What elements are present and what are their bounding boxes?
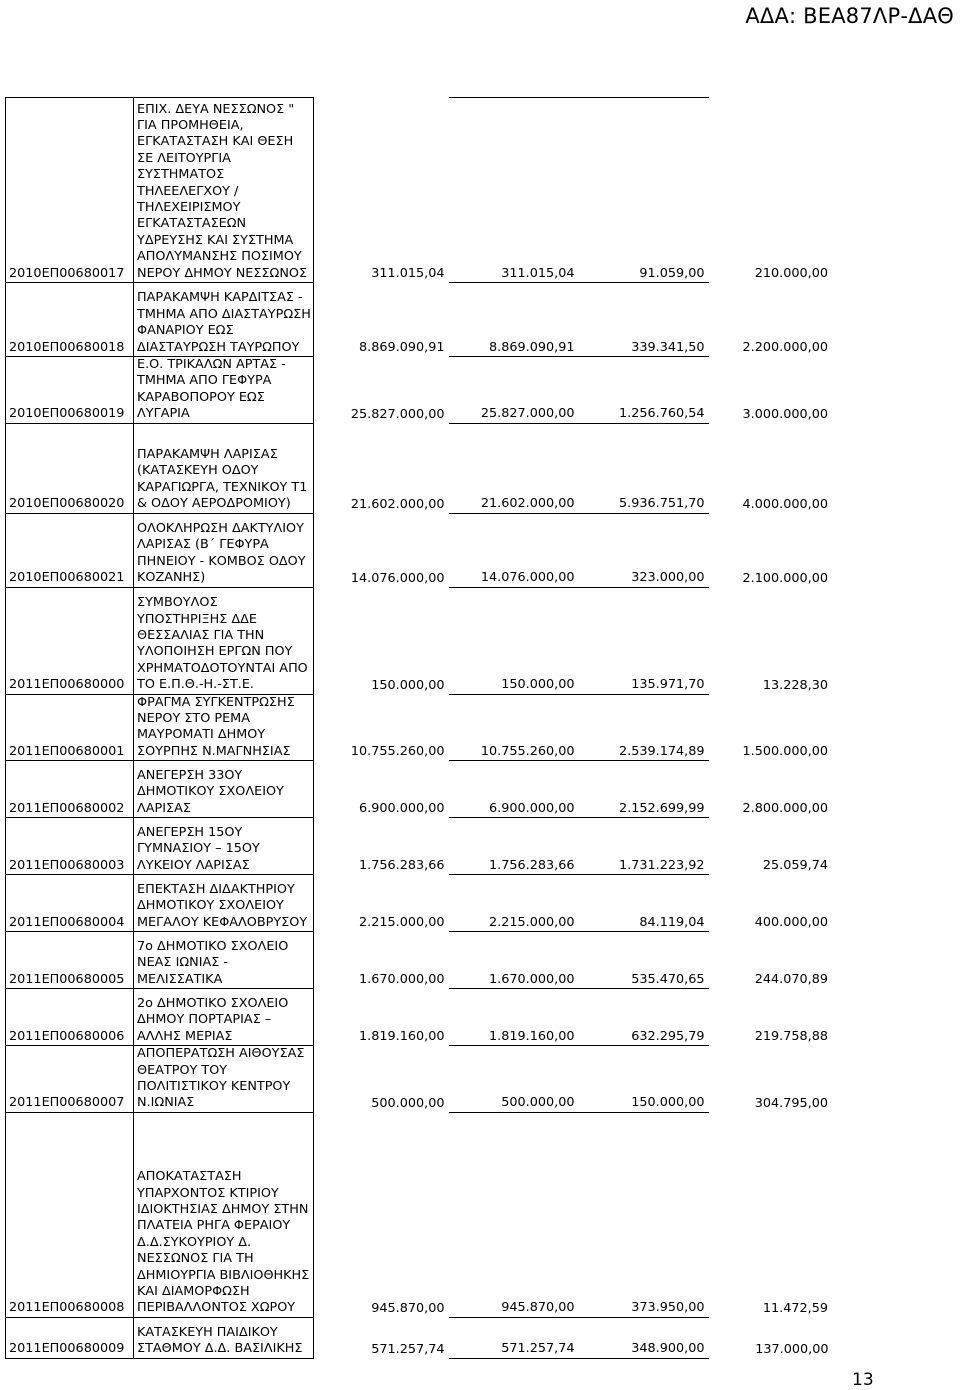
paid-value: 323.000,00: [579, 513, 709, 587]
budget-value: 6.900.000,00: [359, 801, 445, 817]
project-code: 2011ΕΠ00680008: [6, 1112, 134, 1317]
table-row: [6, 694, 833, 761]
table-row: [6, 932, 833, 989]
approved-value: 21.602.000,00: [449, 423, 579, 513]
paid-value: 535.470,65: [579, 932, 709, 989]
page-number: 13: [852, 1370, 874, 1390]
project-code: 2011ΕΠ00680002: [6, 761, 134, 818]
allocated-value: 25.059,74: [762, 858, 828, 874]
project-description: ΑΝΕΓΕΡΣΗ 15ΟΥ ΓΥΜΝΑΣΙΟΥ – 15ΟΥ ΛΥΚΕΙΟΥ ΛΑΡΙΣΑΣ: [134, 818, 314, 875]
budget-value: 14.076.000,00: [350, 570, 445, 586]
allocated-value: 2.800.000,00: [742, 801, 828, 817]
project-description: ΑΠΟΚΑΤΑΣΤΑΣΗ ΥΠΑΡΧΟΝΤΟΣ ΚΤΙΡΙΟΥ ΙΔΙΟΚΤΗΣΙΑΣ ΔΗΜΟΥ ΣΤΗΝ ΠΛΑΤΕΙΑ ΡΗΓΑ ΦΕΡΑΙΟΥ Δ.Δ.ΣΥΚΟΥΡΙΟΥ Δ. ΝΕΣΣΩΝΟΣ ΓΙΑ ΤΗ ΔΗΜΙΟΥΡΓΙΑ ΒΙΒΛΙΟΘΗΚΗΣ ΚΑΙ ΔΙΑΜΟΡΦΩΣΗ ΠΕΡΙΒΑΛΛΟΝΤΟΣ ΧΩΡΟΥ: [134, 1112, 314, 1317]
table-row: [6, 357, 833, 424]
paid-value: 1.731.223,92: [579, 818, 709, 875]
project-description: Ε.Ο. ΤΡΙΚΑΛΩΝ ΑΡΤΑΣ - ΤΜΗΜΑ ΑΠΟ ΓΕΦΥΡΑ ΚΑΡΑΒΟΠΟΡΟΥ ΕΩΣ ΛΥΓΑΡΙΑ: [134, 357, 314, 424]
project-description: ΟΛΟΚΛΗΡΩΣΗ ΔΑΚΤΥΛΙΟΥ ΛΑΡΙΣΑΣ (Β΄ ΓΕΦΥΡΑ ΠΗΝΕΙΟΥ - ΚΟΜΒΟΣ ΟΔΟΥ ΚΟΖΑΝΗΣ): [134, 513, 314, 587]
project-description: ΕΠΙΧ. ΔΕΥΑ ΝΕΣΣΩΝΟΣ " ΓΙΑ ΠΡΟΜΗΘΕΙΑ, ΕΓΚΑΤΑΣΤΑΣΗ ΚΑΙ ΘΕΣΗ ΣΕ ΛΕΙΤΟΥΡΓΙΑ ΣΥΣΤΗΜΑΤΟΣ ΤΗΛΕΕΛΕΓΧΟΥ / ΤΗΛΕΧΕΙΡΙΣΜΟΥ ΕΓΚΑΤΑΣΤΑΣΕΩΝ ΥΔΡΕΥΣΗΣ ΚΑΙ ΣΥΣΤΗΜΑ ΑΠΟΛΥΜΑΝΣΗΣ ΠΟΣΙΜΟΥ ΝΕΡΟΥ ΔΗΜΟΥ ΝΕΣΣΩΝΟΣ: [134, 98, 314, 283]
table-row: [6, 1046, 833, 1113]
allocated-value: 13.228,30: [762, 677, 828, 693]
budget-value: 571.257,74: [371, 1341, 445, 1357]
table-row: [6, 761, 833, 818]
paid-value: 1.256.760,54: [579, 357, 709, 424]
project-description: ΑΠΟΠΕΡΑΤΩΣΗ ΑΙΘΟΥΣΑΣ ΘΕΑΤΡΟΥ ΤΟΥ ΠΟΛΙΤΙΣΤΙΚΟΥ ΚΕΝΤΡΟΥ Ν.ΙΩΝΙΑΣ: [134, 1046, 314, 1113]
allocated-value: 1.500.000,00: [742, 744, 828, 760]
project-code: 2011ΕΠ00680004: [6, 875, 134, 932]
project-code: 2011ΕΠ00680005: [6, 932, 134, 989]
project-code: 2010ΕΠ00680021: [6, 513, 134, 587]
project-code: 2011ΕΠ00680000: [6, 587, 134, 694]
table-row: [6, 1317, 833, 1358]
project-description: ΣΥΜΒΟΥΛΟΣ ΥΠΟΣΤΗΡΙΞΗΣ ΔΔΕ ΘΕΣΣΑΛΙΑΣ ΓΙΑ ΤΗΝ ΥΛΟΠΟΙΗΣΗ ΕΡΓΩΝ ΠΟΥ ΧΡΗΜΑΤΟΔΟΤΟΥΝΤΑΙ ΑΠΟ ΤΟ Ε.Π.Θ.-Η.-ΣΤ.Ε.: [134, 587, 314, 694]
budget-value: 8.869.090,91: [359, 340, 445, 356]
budget-value: 10.755.260,00: [350, 744, 445, 760]
table-row: [6, 423, 833, 513]
budget-value: 945.870,00: [371, 1300, 445, 1316]
project-code: 2011ΕΠ00680007: [6, 1046, 134, 1113]
project-code: 2010ΕΠ00680020: [6, 423, 134, 513]
project-description: ΠΑΡΑΚΑΜΨΗ ΚΑΡΔΙΤΣΑΣ - ΤΜΗΜΑ ΑΠΟ ΔΙΑΣΤΑΥΡΩΣΗ ΦΑΝΑΡΙΟΥ ΕΩΣ ΔΙΑΣΤΑΥΡΩΣΗ ΤΑΥΡΩΠΟΥ: [134, 283, 314, 357]
project-code: 2011ΕΠ00680006: [6, 989, 134, 1046]
budget-value: 2.215.000,00: [359, 915, 445, 931]
budget-value: 21.602.000,00: [350, 496, 445, 512]
budget-value: 1.670.000,00: [359, 972, 445, 988]
paid-value: 5.936.751,70: [579, 423, 709, 513]
allocated-value: 244.070,89: [754, 972, 828, 988]
approved-value: 311.015,04: [449, 98, 579, 283]
paid-value: 150.000,00: [579, 1046, 709, 1113]
approved-value: 1.670.000,00: [449, 932, 579, 989]
allocated-value: 2.200.000,00: [742, 340, 828, 356]
project-code: 2010ΕΠ00680018: [6, 283, 134, 357]
table-row: [6, 587, 833, 694]
allocated-value: 3.000.000,00: [742, 406, 828, 422]
ada-code: ΑΔΑ: ΒΕΑ87ΛΡ-ΔΑΘ: [745, 4, 954, 28]
paid-value: 373.950,00: [579, 1112, 709, 1317]
project-description: ΑΝΕΓΕΡΣΗ 33ΟΥ ΔΗΜΟΤΙΚΟΥ ΣΧΟΛΕΙΟΥ ΛΑΡΙΣΑΣ: [134, 761, 314, 818]
budget-value: 1.756.283,66: [359, 858, 445, 874]
table-row: [6, 283, 833, 357]
table-row: [6, 989, 833, 1046]
budget-value: 25.827.000,00: [350, 406, 445, 422]
allocated-value: 2.100.000,00: [742, 570, 828, 586]
paid-value: 2.539.174,89: [579, 694, 709, 761]
table-row: [6, 818, 833, 875]
table-row: [6, 98, 833, 283]
project-code: 2011ΕΠ00680003: [6, 818, 134, 875]
paid-value: 135.971,70: [579, 587, 709, 694]
allocated-value: 219.758,88: [754, 1029, 828, 1045]
project-description: ΚΑΤΑΣΚΕΥΗ ΠΑΙΔΙΚΟΥ ΣΤΑΘΜΟΥ Δ.Δ. ΒΑΣΙΛΙΚΗΣ: [134, 1317, 314, 1358]
approved-value: 25.827.000,00: [449, 357, 579, 424]
paid-value: 632.295,79: [579, 989, 709, 1046]
paid-value: 91.059,00: [579, 98, 709, 283]
table-row: [6, 1112, 833, 1317]
table-row: [6, 513, 833, 587]
approved-value: 6.900.000,00: [449, 761, 579, 818]
project-description: ΦΡΑΓΜΑ ΣΥΓΚΕΝΤΡΩΣΗΣ ΝΕΡΟΥ ΣΤΟ ΡΕΜΑ ΜΑΥΡΟΜΑΤΙ ΔΗΜΟΥ ΣΟΥΡΠΗΣ Ν.ΜΑΓΝΗΣΙΑΣ: [134, 694, 314, 761]
approved-value: 571.257,74: [449, 1317, 579, 1358]
budget-value: 311.015,04: [371, 266, 445, 282]
project-code: 2011ΕΠ00680001: [6, 694, 134, 761]
approved-value: 945.870,00: [449, 1112, 579, 1317]
approved-value: 500.000,00: [449, 1046, 579, 1113]
project-code: 2011ΕΠ00680009: [6, 1317, 134, 1358]
table-row: [6, 875, 833, 932]
allocated-value: 11.472,59: [762, 1300, 828, 1316]
approved-value: 1.819.160,00: [449, 989, 579, 1046]
budget-value: 150.000,00: [371, 677, 445, 693]
project-description: 2ο ΔΗΜΟΤΙΚΟ ΣΧΟΛΕΙΟ ΔΗΜΟΥ ΠΟΡΤΑΡΙΑΣ – ΑΛΛΗΣ ΜΕΡΙΑΣ: [134, 989, 314, 1046]
approved-value: 8.869.090,91: [449, 283, 579, 357]
allocated-value: 400.000,00: [754, 915, 828, 931]
projects-table: [5, 97, 833, 1359]
approved-value: 150.000,00: [449, 587, 579, 694]
allocated-value: 304.795,00: [754, 1095, 828, 1111]
paid-value: 84.119,04: [579, 875, 709, 932]
project-code: 2010ΕΠ00680019: [6, 357, 134, 424]
budget-value: 1.819.160,00: [359, 1029, 445, 1045]
approved-value: 14.076.000,00: [449, 513, 579, 587]
paid-value: 348.900,00: [579, 1317, 709, 1358]
budget-value: 500.000,00: [371, 1095, 445, 1111]
approved-value: 10.755.260,00: [449, 694, 579, 761]
paid-value: 339.341,50: [579, 283, 709, 357]
allocated-value: 4.000.000,00: [742, 496, 828, 512]
allocated-value: 210.000,00: [754, 266, 828, 282]
approved-value: 1.756.283,66: [449, 818, 579, 875]
allocated-value: 137.000,00: [755, 1341, 829, 1357]
project-description: 7ο ΔΗΜΟΤΙΚΟ ΣΧΟΛΕΙΟ ΝΕΑΣ ΙΩΝΙΑΣ - ΜΕΛΙΣΣΑΤΙΚΑ: [134, 932, 314, 989]
approved-value: 2.215.000,00: [449, 875, 579, 932]
project-code: 2010ΕΠ00680017: [6, 98, 134, 283]
paid-value: 2.152.699,99: [579, 761, 709, 818]
project-description: ΠΑΡΑΚΑΜΨΗ ΛΑΡΙΣΑΣ (ΚΑΤΑΣΚΕΥΗ ΟΔΟΥ ΚΑΡΑΓΙΩΡΓΑ, ΤΕΧΝΙΚΟΥ Τ1 & ΟΔΟΥ ΑΕΡΟΔΡΟΜΙΟΥ): [134, 423, 314, 513]
project-description: ΕΠΕΚΤΑΣΗ ΔΙΔΑΚΤΗΡΙΟΥ ΔΗΜΟΤΙΚΟΥ ΣΧΟΛΕΙΟΥ ΜΕΓΑΛΟΥ ΚΕΦΑΛΟΒΡΥΣΟΥ: [134, 875, 314, 932]
